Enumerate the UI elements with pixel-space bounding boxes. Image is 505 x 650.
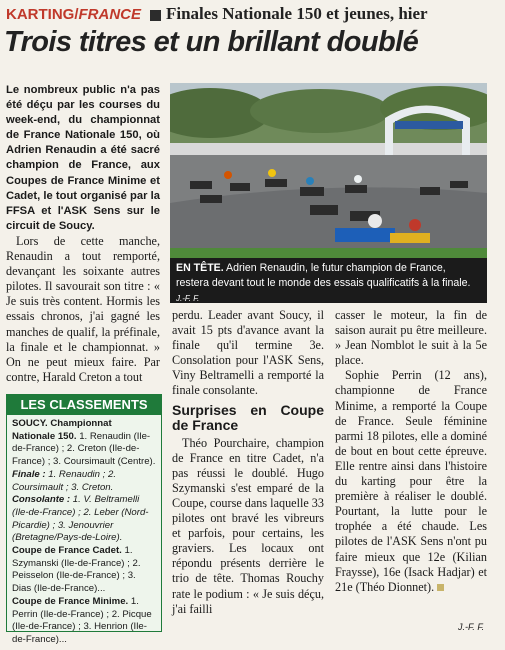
column-middle bbox=[172, 308, 324, 617]
karting-photo-image bbox=[170, 83, 487, 258]
lead-paragraph: Le nombreux public n'a pas été déçu par les courses du week-end, du championnat de France Nationale 150, où Adrien Renaudin a été sacré champion de France, aux Coupes de France Minime et Cadet, le tout organisé par la FFSA et l'ASK Sens sur le circuit de Soucy. bbox=[6, 84, 160, 232]
article-paragraph-4: casser le moteur, la fin de saison aurait pu être meilleure. » Jean Nomblot le suit à la 5e place. bbox=[335, 308, 487, 368]
results-nationale: SOUCY. Championnat Nationale 150. 1. Renaudin (Ile-de-France) ; 2. Creton (Ile-de-France) ; 3. Coursimault (Centre). Finale : 1. Renaudin ; 2. Coursimault ; 3. Creton. Consolante : 1. V. Beltramelli (Ile-de-France) ; 2. Leber (Nord-Picardie) ; 3. Jenouvrier (Bretagne/Pays-de-Loire). bbox=[12, 418, 156, 544]
karting-photo bbox=[170, 83, 487, 258]
photo-caption bbox=[170, 258, 487, 303]
results-cadet: Coupe de France Cadet. 1. Szymanski (Ile-de-France) ; 2. Peisselon (Ile-de-France) ; 3. Dias (Ile-de-France)... bbox=[12, 545, 141, 595]
caption-tag: EN TÊTE. bbox=[176, 262, 224, 274]
header-square-icon bbox=[150, 10, 161, 21]
caption-credit: J.-F. F. bbox=[176, 294, 200, 303]
article-paragraph-5: Sophie Perrin (12 ans), championne de France Minime, a remporté la Coupe de France. Seule féminine parmi 18 pilotes, elle a dominé de bout en bout cette épreuve. Elle rentre ainsi dans l'histoire du karting pour être la première à réaliser le doublé. Pourtant, la lutte pour le trophée a été chaude. Les pilotes de l'ASK Sens n'ont pu faire mieux que 12e (Kilian Frayssе), 16e (Isack Hadjar) et 21e (Théo Dionnet). bbox=[335, 368, 487, 594]
end-square-icon bbox=[437, 584, 444, 591]
header-bar bbox=[4, 4, 501, 26]
results-box bbox=[6, 394, 162, 645]
article-paragraph-2: perdu. Leader avant Soucy, il avait 15 pts d'avance avant la finale qu'il termine 3e. Consolation pour l'ASK Sens, Viny Beltramelli a remporté la finale consolante. bbox=[172, 308, 324, 398]
subheading-coupe: Surprises en Coupe de France bbox=[172, 401, 324, 433]
caption-text: Adrien Renaudin, le futur champion de France, restera devant tout le monde des essais qualificatifs à la finale. bbox=[176, 262, 471, 289]
header-subtitle: Finales Nationale 150 et jeunes, hier bbox=[166, 4, 428, 23]
headline: Trois titres et un brillant doublé bbox=[4, 26, 419, 58]
article-paragraph-1: Lors de cette manche, Renaudin a tout remporté, devançant les soixante autres pilotes. Il savourait son titre : « Je suis très content. Hormis les essais chronos, j'ai gagné les manches de qualif, la préfinale, la finale et le championnat. » On ne peut mieux faire. Par contre, Harald Creton a tout bbox=[6, 233, 160, 384]
section-label: KARTING/FRANCE bbox=[6, 6, 141, 23]
results-body bbox=[7, 415, 161, 650]
results-title: LES CLASSEMENTS bbox=[7, 395, 161, 415]
results-minime: Coupe de France Minime. 1. Perrin (Ile-de-France) ; 2. Picque (Ile-de-France) ; 3. Henrion (Ile-de-France)... bbox=[12, 595, 152, 645]
author-signature: J.-F. F. bbox=[458, 622, 485, 632]
column-right bbox=[335, 308, 487, 595]
article-paragraph-3: Théo Pourchaire, champion de France en titre Cadet, n'a pas réussi le doublé. Hugo Szymanski s'est emparé de la Coupe, course dans laquelle 33 pilotes ont bravé les vibreurs et parfois, pour certains, les graviers. Les locaux ont répondu présents derrière le trio de tête. Thomas Rouchy rate le podium : « Je suis déçu, j'ai failli bbox=[172, 435, 324, 616]
column-left bbox=[6, 83, 160, 385]
